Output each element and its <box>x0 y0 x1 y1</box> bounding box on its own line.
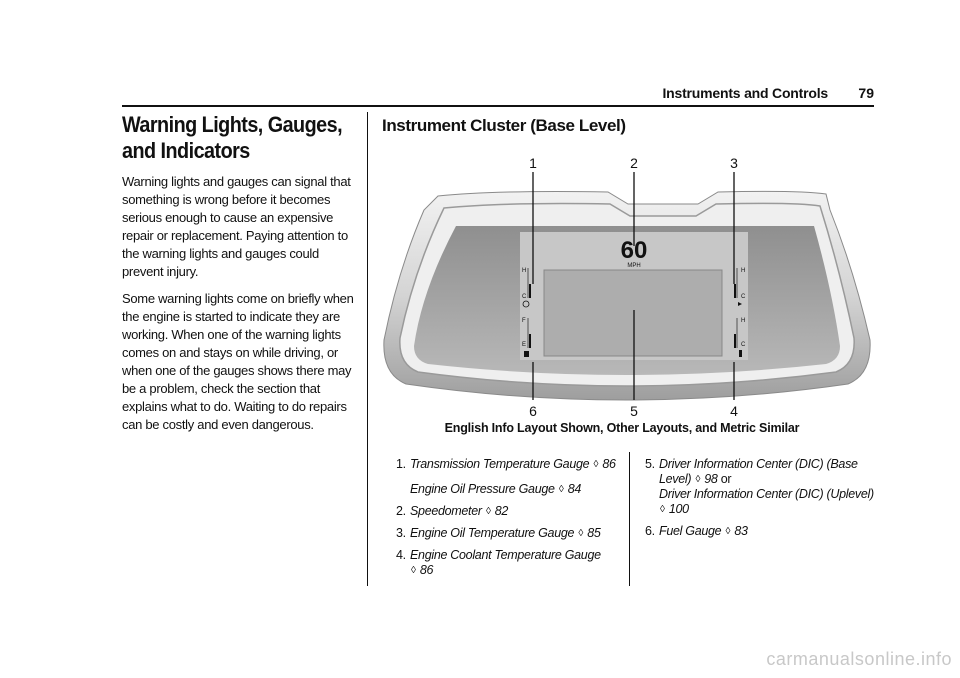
legend-page-ref[interactable]: 83 <box>734 524 748 538</box>
legend-number: 6. <box>645 524 655 538</box>
svg-text:C: C <box>741 294 746 300</box>
page-ref-icon: ◊ <box>660 504 665 515</box>
svg-text:H: H <box>741 318 746 324</box>
page-ref-icon: ◊ <box>578 528 584 539</box>
main-heading: Warning Lights, Gauges, and Indicators <box>122 112 343 163</box>
cluster-title: Instrument Cluster (Base Level) <box>382 116 626 135</box>
legend-divider <box>629 452 630 586</box>
callout-5: 5 <box>630 403 638 419</box>
legend-item-4 <box>396 548 618 578</box>
legend-text[interactable]: Engine Coolant Temperature Gauge <box>410 548 601 562</box>
page-ref-icon: ◊ <box>411 565 416 576</box>
legend-page-ref[interactable]: 86 <box>602 457 616 471</box>
page-ref-icon: ◊ <box>485 506 491 517</box>
legend-text[interactable]: Speedometer <box>410 504 482 518</box>
intro-paragraph: Warning lights and gauges can signal that something is wrong before it becomes serious enough to cause an expensive repair or replacement. Paying attention to the warning lights and gauges could prevent injury. <box>122 174 351 279</box>
legend-page-ref[interactable]: 85 <box>587 526 601 540</box>
svg-text:C: C <box>741 342 746 348</box>
watermark: carmanualsonline.info <box>766 649 952 669</box>
callout-4: 4 <box>730 403 738 419</box>
column-divider <box>367 112 368 586</box>
svg-text:H: H <box>522 268 527 274</box>
warning-paragraph: Some warning lights come on briefly when the engine is started to indicate they are working. When one of the warning lights comes on and stays on while driving, or when one of the gauges shows there may be a problem, check the section that explains what to do. Waiting to do repairs can be costly and even dangerous. <box>122 291 354 432</box>
callout-3: 3 <box>730 155 738 171</box>
legend-page-ref[interactable]: 84 <box>567 482 582 496</box>
svg-text:E: E <box>522 342 527 348</box>
legend-item-6 <box>645 524 875 539</box>
legend-column-right <box>645 457 875 546</box>
legend-or: or <box>720 472 732 486</box>
legend-item-5 <box>645 457 875 517</box>
svg-text:C: C <box>522 294 527 300</box>
legend-number: 1. <box>396 457 406 471</box>
legend-subtext[interactable]: Engine Oil Pressure Gauge <box>410 482 555 496</box>
legend-number: 5. <box>645 457 655 471</box>
legend-subtext[interactable]: Driver Information Center (DIC) (Uplevel) <box>659 487 874 501</box>
page-ref-icon: ◊ <box>558 484 564 495</box>
cluster-illustration <box>378 150 874 422</box>
page-ref-icon: ◊ <box>725 526 731 537</box>
callout-1: 1 <box>529 155 537 171</box>
legend-number: 3. <box>396 526 406 540</box>
page-ref-icon: ◊ <box>593 459 599 470</box>
svg-text:H: H <box>741 268 746 274</box>
page-ref-icon: ◊ <box>695 474 701 485</box>
legend-column-left <box>396 457 618 585</box>
callout-6: 6 <box>529 403 537 419</box>
legend-page-ref[interactable]: 86 <box>419 563 434 577</box>
legend-text[interactable]: Engine Oil Temperature Gauge <box>410 526 575 540</box>
header-rule <box>122 105 874 107</box>
legend-number: 4. <box>396 548 406 562</box>
speed-readout: 60 <box>620 237 648 264</box>
legend-item-3 <box>396 526 618 541</box>
page-number: 79 <box>858 85 874 101</box>
left-column <box>122 112 360 434</box>
legend-text[interactable]: Driver Information Center (DIC) (Base Level) <box>659 457 858 486</box>
figure-caption: English Info Layout Shown, Other Layouts, and Metric Similar <box>444 421 800 435</box>
legend-item-1 <box>396 457 618 497</box>
instrument-cluster-figure <box>378 150 874 422</box>
section-title: Instruments and Controls <box>662 85 828 101</box>
speed-unit: MPH <box>627 263 641 269</box>
legend-page-ref[interactable]: 100 <box>668 502 689 516</box>
svg-text:F: F <box>522 318 526 324</box>
dic-screen <box>544 270 722 356</box>
legend-text[interactable]: Fuel Gauge <box>659 524 722 538</box>
legend-item-2 <box>396 504 618 519</box>
page-header <box>122 83 874 105</box>
legend-number: 2. <box>396 504 406 518</box>
legend-page-ref[interactable]: 82 <box>494 504 509 518</box>
legend-page-ref[interactable]: 98 <box>704 472 718 486</box>
legend-text[interactable]: Transmission Temperature Gauge <box>410 457 590 471</box>
callout-2: 2 <box>630 155 638 171</box>
